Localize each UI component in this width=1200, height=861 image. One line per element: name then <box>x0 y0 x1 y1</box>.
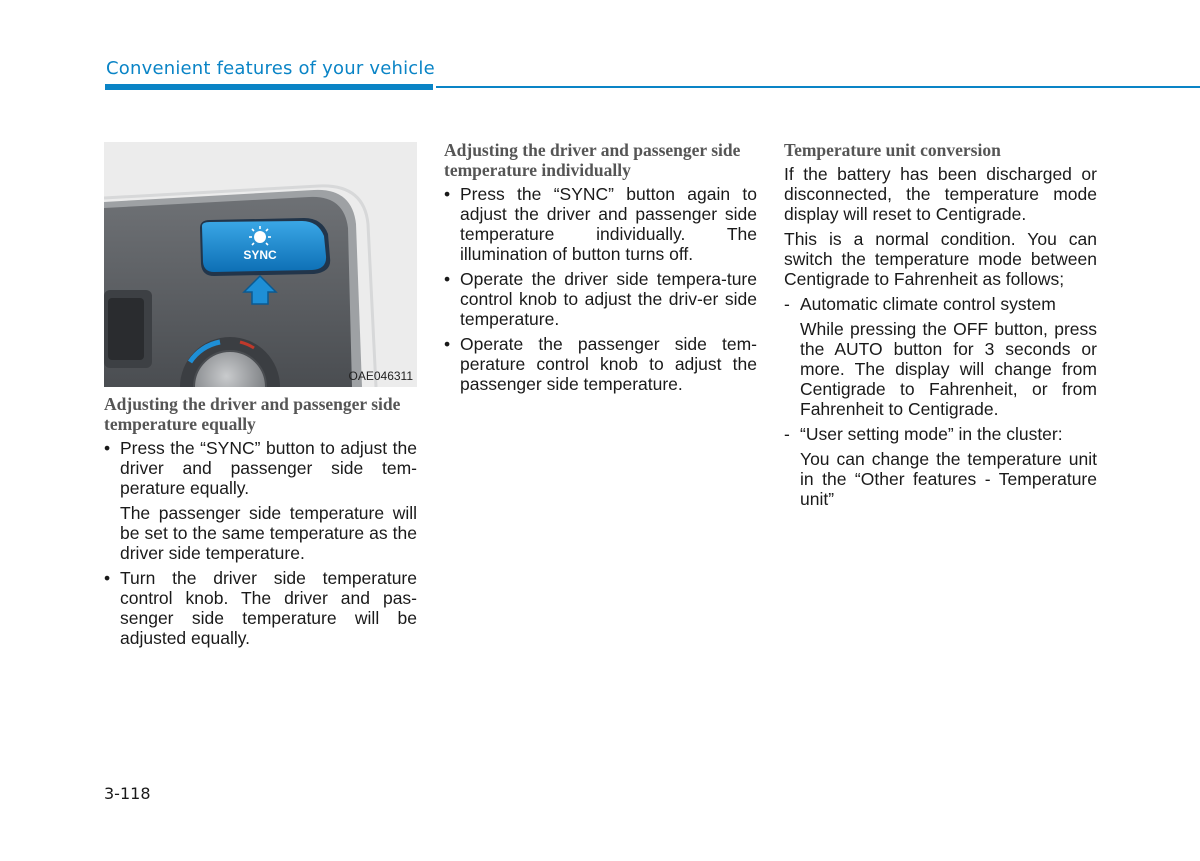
column-equal <box>104 394 417 653</box>
heading-equal: Adjusting the driver and passenger side temperature equally <box>104 394 401 434</box>
list-item: • Press the “SYNC” button again to adjust the driver and passenger side temperature individually. The illumination of button turns off. <box>444 184 757 264</box>
list-item: • Operate the passenger side tem-perature control knob to adjust the passenger side temperature. <box>444 334 757 394</box>
list-item: • Turn the driver side temperature control knob. The driver and pas-senger side temperature will be adjusted equally. <box>104 568 417 648</box>
bullet-note: The passenger side temperature will be set to the same temperature as the driver side temperature. <box>120 503 417 563</box>
list-item: - Automatic climate control system <box>784 294 1056 314</box>
column-unit-conversion <box>784 140 1097 514</box>
sync-button-label: SYNC <box>243 248 277 262</box>
section-header-title: Convenient features of your vehicle <box>106 58 435 79</box>
list-item-body: You can change the temperature unit in the “Other features - Temperature unit” <box>800 449 1097 509</box>
heading-unit-conversion: Temperature unit conversion <box>784 140 1001 160</box>
list-item-body: While pressing the OFF button, press the AUTO button for 3 seconds or more. The display will change from Centigrade to Fahrenheit, or from Fahrenheit to Centigrade. <box>800 319 1097 419</box>
page-number: 3-118 <box>104 784 151 803</box>
list-item: • Press the “SYNC” button to adjust the driver and passenger side tem-perature equally. <box>104 438 417 498</box>
paragraph: If the battery has been discharged or disconnected, the temperature mode display will reset to Centigrade. <box>784 164 1097 224</box>
column-individual <box>444 140 757 399</box>
list-item: • Operate the driver side tempera-ture control knob to adjust the driv-er side temperature. <box>444 269 757 329</box>
header-rule-thin <box>436 86 1200 88</box>
heading-individual: Adjusting the driver and passenger side temperature individually <box>444 140 741 180</box>
list-item: - “User setting mode” in the cluster: <box>784 424 1063 444</box>
illumination-icon <box>254 231 266 243</box>
sync-button-illustration <box>104 142 417 387</box>
paragraph: This is a normal condition. You can switch the temperature mode between Centigrade to Fahrenheit as follows; <box>784 229 1097 289</box>
header-rule-thick <box>105 84 433 90</box>
climate-panel-drawing <box>104 142 417 387</box>
figure-code: OAE046311 <box>348 369 413 383</box>
